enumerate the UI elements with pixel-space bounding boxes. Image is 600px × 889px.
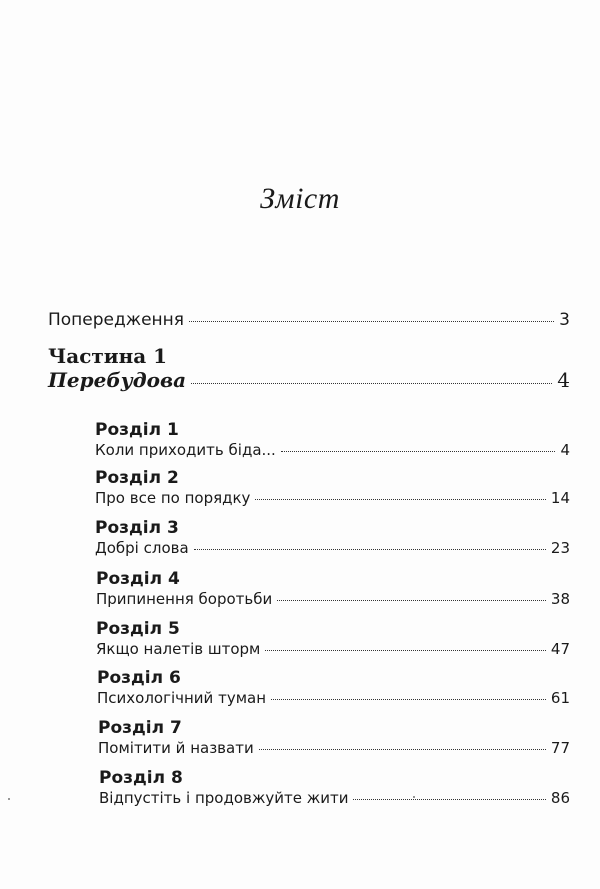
toc-entry-page: 23 xyxy=(550,539,570,557)
chapter-heading: Розділ 7 xyxy=(98,718,182,738)
toc-entry-part xyxy=(48,368,570,392)
toc-entry-label: Попередження xyxy=(48,310,184,330)
toc-entry-page: 38 xyxy=(550,590,570,608)
toc-entry-chapter xyxy=(98,739,570,757)
toc-entry-page: 4 xyxy=(560,441,570,459)
chapter-title: Якщо налетів шторм xyxy=(96,640,261,658)
chapter-heading: Розділ 1 xyxy=(95,420,179,440)
toc-entry-chapter xyxy=(95,441,570,459)
dot-leader xyxy=(353,799,545,800)
chapter-heading: Розділ 6 xyxy=(97,668,181,688)
toc-entry-chapter xyxy=(95,489,570,507)
toc-entry-page: 4 xyxy=(557,368,570,392)
dot-leader xyxy=(194,549,546,550)
chapter-heading: Розділ 3 xyxy=(95,518,179,538)
toc-entry-page: 77 xyxy=(550,739,570,757)
chapter-title: Коли приходить біда... xyxy=(95,441,276,459)
chapter-heading: Розділ 2 xyxy=(95,468,179,488)
chapter-title: Про все по порядку xyxy=(95,489,251,507)
part-heading: Частина 1 xyxy=(48,344,168,368)
chapter-title: Добрі слова xyxy=(95,539,189,557)
toc-entry-front-matter xyxy=(48,310,570,330)
chapter-heading: Розділ 5 xyxy=(96,619,180,639)
chapter-title: Помітити й назвати xyxy=(98,739,254,757)
dot-leader xyxy=(189,321,554,322)
part-subtitle: Перебудова xyxy=(48,368,187,392)
scan-speck xyxy=(8,798,10,800)
toc-entry-chapter xyxy=(97,689,570,707)
dot-leader xyxy=(191,383,552,384)
toc-entry-page: 3 xyxy=(559,310,570,330)
toc-entry-page: 14 xyxy=(550,489,570,507)
chapter-heading: Розділ 4 xyxy=(96,569,180,589)
toc-entry-page: 86 xyxy=(550,789,570,807)
dot-leader xyxy=(259,749,546,750)
toc-entry-chapter xyxy=(96,640,570,658)
toc-entry-page: 47 xyxy=(550,640,570,658)
dot-leader xyxy=(281,451,556,452)
dot-leader xyxy=(255,499,545,500)
chapter-title: Відпустіть і продовжуйте жити xyxy=(99,789,349,807)
dot-leader xyxy=(271,699,546,700)
toc-entry-chapter xyxy=(96,590,570,608)
toc-title: Зміст xyxy=(260,182,340,215)
dot-leader xyxy=(265,650,546,651)
chapter-heading: Розділ 8 xyxy=(99,768,183,788)
dot-leader xyxy=(277,600,546,601)
toc-entry-chapter xyxy=(99,789,570,807)
toc-entry-chapter xyxy=(95,539,570,557)
scan-speck xyxy=(413,796,415,798)
chapter-title: Припинення боротьби xyxy=(96,590,273,608)
toc-entry-page: 61 xyxy=(550,689,570,707)
chapter-title: Психологічний туман xyxy=(97,689,267,707)
